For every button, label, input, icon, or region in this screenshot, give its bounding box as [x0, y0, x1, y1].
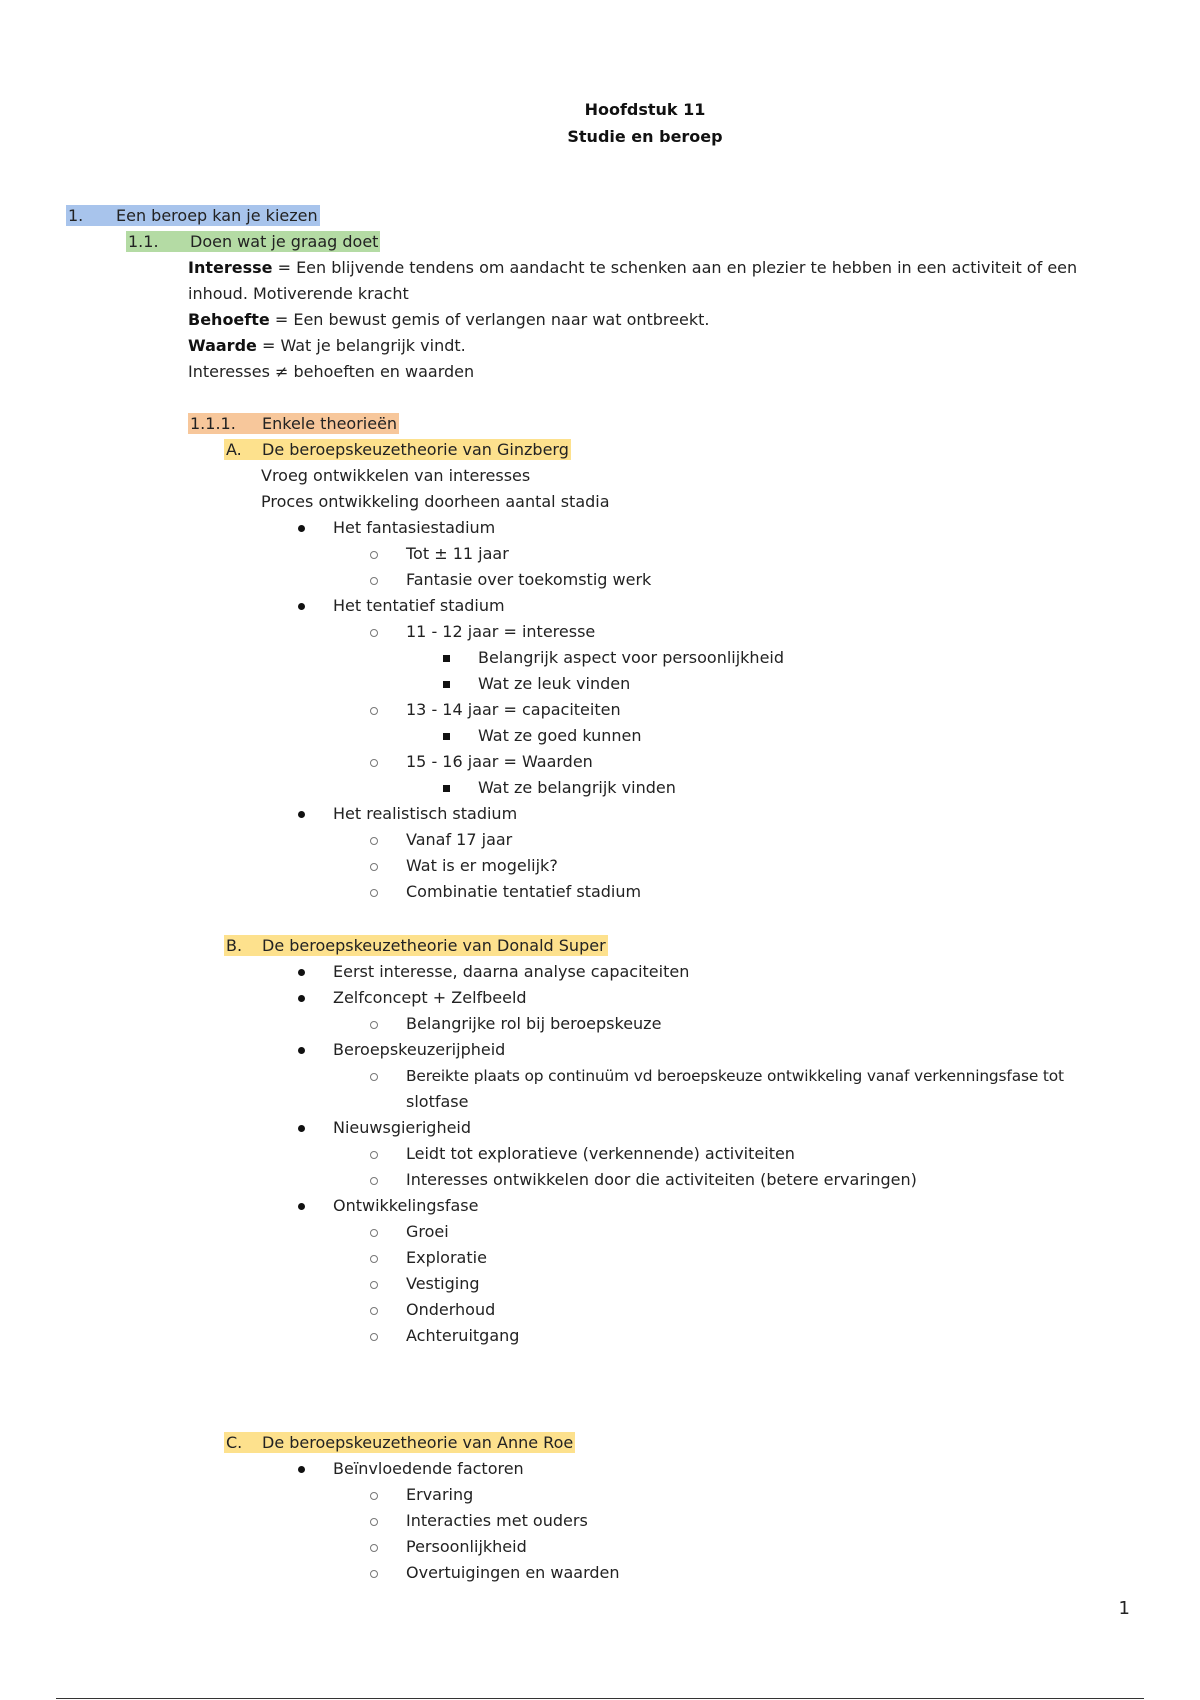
list-item: Beroepskeuzerijpheid — [333, 1040, 506, 1059]
bullet-dot-icon — [298, 1047, 305, 1054]
footer-divider — [56, 1698, 1144, 1699]
list-item: Wat ze leuk vinden — [478, 674, 631, 693]
chapter-subtitle: Studie en beroep — [567, 127, 723, 146]
bullet-square-icon — [443, 681, 450, 688]
bullet-dot-icon — [298, 603, 305, 610]
bullet-square-icon — [443, 733, 450, 740]
list-item: Onderhoud — [406, 1300, 496, 1319]
bullet-dot-icon — [298, 811, 305, 818]
bullet-dot-icon — [298, 969, 305, 976]
theory-b-title: De beroepskeuzetheorie van Donald Super — [262, 936, 606, 955]
bullet-circle-icon — [370, 1073, 378, 1081]
page-number: 1 — [1118, 1598, 1130, 1619]
list-item: Overtuigingen en waarden — [406, 1563, 620, 1582]
bullet-circle-icon — [370, 1518, 378, 1526]
list-item: Eerst interesse, daarna analyse capaciteiten — [333, 962, 690, 981]
list-item: Combinatie tentatief stadium — [406, 882, 642, 901]
theory-a-highlight — [224, 439, 571, 460]
list-item: Wat is er mogelijk? — [406, 856, 558, 875]
definition-term: Waarde — [188, 336, 257, 355]
definition-term: Interesse — [188, 258, 273, 277]
section-1-1-1-highlight — [188, 413, 399, 434]
definition-text: = Een bewust gemis of verlangen naar wat ontbreekt. — [269, 310, 710, 329]
section-1-title: Een beroep kan je kiezen — [116, 206, 318, 225]
theory-b-highlight — [224, 935, 608, 956]
list-item: Wat ze goed kunnen — [478, 726, 642, 745]
list-item: 15 - 16 jaar = Waarden — [406, 752, 593, 771]
section-1-highlight — [66, 205, 320, 226]
section-1-1-number: 1.1. — [128, 232, 159, 251]
bullet-circle-icon — [370, 863, 378, 871]
list-item: Fantasie over toekomstig werk — [406, 570, 652, 589]
bullet-square-icon — [443, 785, 450, 792]
section-1-1-heading — [126, 231, 380, 253]
definition-waarde — [188, 335, 466, 357]
list-item: Zelfconcept + Zelfbeeld — [333, 988, 527, 1007]
definition-text: = Wat je belangrijk vindt. — [256, 336, 466, 355]
section-1-number: 1. — [68, 206, 84, 225]
theory-a-heading — [224, 439, 571, 461]
bullet-circle-icon — [370, 1177, 378, 1185]
definition-interesse-cont: inhoud. Motiverende kracht — [188, 284, 409, 303]
bullet-circle-icon — [370, 1021, 378, 1029]
list-item: Nieuwsgierigheid — [333, 1118, 472, 1137]
bullet-circle-icon — [370, 707, 378, 715]
list-item: Beïnvloedende factoren — [333, 1459, 524, 1478]
list-item: Interacties met ouders — [406, 1511, 588, 1530]
section-1-heading — [66, 205, 320, 227]
list-item: Belangrijke rol bij beroepskeuze — [406, 1014, 662, 1033]
list-item: Interesses ontwikkelen door die activiteiten (betere ervaringen) — [406, 1170, 917, 1189]
section-1-1-highlight — [126, 231, 380, 252]
bullet-dot-icon — [298, 525, 305, 532]
bullet-circle-icon — [370, 759, 378, 767]
list-item: Wat ze belangrijk vinden — [478, 778, 676, 797]
bullet-circle-icon — [370, 1229, 378, 1237]
theory-b-letter: B. — [226, 936, 243, 955]
bullet-dot-icon — [298, 1466, 305, 1473]
bullet-circle-icon — [370, 1151, 378, 1159]
bullet-circle-icon — [370, 1281, 378, 1289]
bullet-circle-icon — [370, 1307, 378, 1315]
section-1-1-1-title: Enkele theorieën — [262, 414, 398, 433]
list-item: Bereikte plaats op continuüm vd beroepskeuze ontwikkeling vanaf verkenningsfase tot — [406, 1067, 1064, 1085]
interests-note: Interesses ≠ behoeften en waarden — [188, 362, 475, 381]
bullet-circle-icon — [370, 1492, 378, 1500]
list-item: Vestiging — [406, 1274, 480, 1293]
definition-term: Behoefte — [188, 310, 270, 329]
bullet-dot-icon — [298, 1203, 305, 1210]
bullet-circle-icon — [370, 1570, 378, 1578]
theory-c-letter: C. — [226, 1433, 243, 1452]
bullet-circle-icon — [370, 1333, 378, 1341]
list-item: Vanaf 17 jaar — [406, 830, 513, 849]
list-item: Het tentatief stadium — [333, 596, 505, 615]
list-item-cont: slotfase — [406, 1092, 469, 1111]
theory-a-title: De beroepskeuzetheorie van Ginzberg — [262, 440, 569, 459]
theory-a-intro: Proces ontwikkeling doorheen aantal stadia — [261, 492, 610, 511]
list-item: Persoonlijkheid — [406, 1537, 527, 1556]
list-item: Groei — [406, 1222, 449, 1241]
bullet-circle-icon — [370, 577, 378, 585]
list-item: Leidt tot exploratieve (verkennende) activiteiten — [406, 1144, 795, 1163]
bullet-dot-icon — [298, 1125, 305, 1132]
chapter-title: Hoofdstuk 11 — [584, 100, 706, 119]
list-item: Het realistisch stadium — [333, 804, 518, 823]
section-1-1-1-number: 1.1.1. — [190, 414, 236, 433]
list-item: Achteruitgang — [406, 1326, 520, 1345]
bullet-dot-icon — [298, 995, 305, 1002]
bullet-circle-icon — [370, 1544, 378, 1552]
list-item: Exploratie — [406, 1248, 487, 1267]
list-item: 11 - 12 jaar = interesse — [406, 622, 596, 641]
list-item: 13 - 14 jaar = capaciteiten — [406, 700, 621, 719]
theory-a-intro: Vroeg ontwikkelen van interesses — [261, 466, 531, 485]
bullet-circle-icon — [370, 889, 378, 897]
bullet-circle-icon — [370, 1255, 378, 1263]
list-item: Belangrijk aspect voor persoonlijkheid — [478, 648, 785, 667]
theory-a-letter: A. — [226, 440, 242, 459]
list-item: Ontwikkelingsfase — [333, 1196, 479, 1215]
list-item: Het fantasiestadium — [333, 518, 496, 537]
section-1-1-title: Doen wat je graag doet — [190, 232, 379, 251]
section-1-1-1-heading — [188, 413, 399, 435]
definition-interesse — [188, 257, 1077, 279]
definition-behoefte — [188, 309, 709, 331]
bullet-square-icon — [443, 655, 450, 662]
theory-c-title: De beroepskeuzetheorie van Anne Roe — [262, 1433, 574, 1452]
theory-c-heading — [224, 1432, 575, 1454]
bullet-circle-icon — [370, 629, 378, 637]
theory-c-highlight — [224, 1432, 575, 1453]
list-item: Ervaring — [406, 1485, 474, 1504]
definition-text: = Een blijvende tendens om aandacht te schenken aan en plezier te hebben in een activiteit of een — [272, 258, 1078, 277]
list-item: Tot ± 11 jaar — [406, 544, 509, 563]
bullet-circle-icon — [370, 551, 378, 559]
theory-b-heading — [224, 935, 608, 957]
bullet-circle-icon — [370, 837, 378, 845]
